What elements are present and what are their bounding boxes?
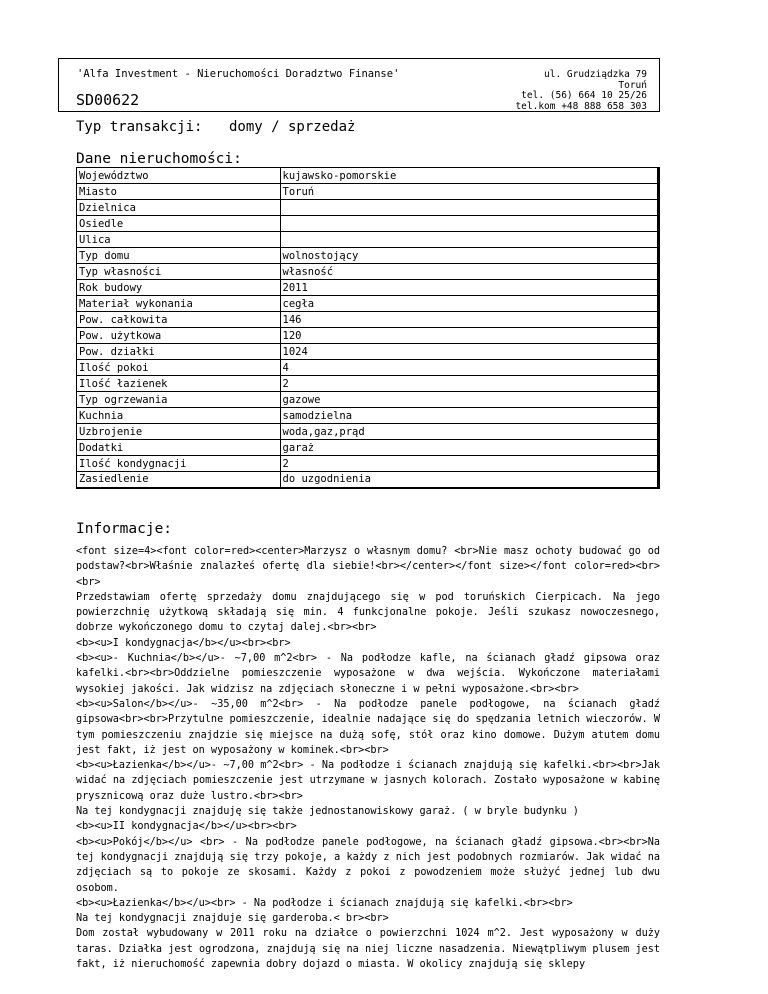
property-row [77,328,659,344]
property-label: Pow. działki [77,344,281,360]
property-details-table [76,167,660,489]
property-row [77,168,659,184]
property-row [77,456,659,472]
property-label: Dodatki [77,440,281,456]
info-paragraph: Na tej kondygnacji znajduję się także jednostanowiskowy garaż. ( w bryle budynku ) [76,806,579,818]
info-paragraph: Przedstawiam ofertę sprzedaży domu znajdującego się w pod toruńskich Cierpicach. Na jego powierzchnię użytkową składają się min. 4 funkcjonalne pokoje. Jeśli szukasz nowoczesnego, dobrze wykończonego domu to czytaj dalej.<br><br> [76,591,660,634]
property-label: Typ domu [77,248,281,264]
offer-reference-code: SD00622 [76,91,140,109]
info-paragraph: <font size=4><font color=red><center>Marzysz o własnym domu? <br>Nie masz ochoty budować go od podstaw?<br>Właśnie znalazłeś ofertę dla siebie!<br></center></font size></font color=red><br><br> [76,546,660,588]
property-row [77,392,659,408]
address-phone: tel. (56) 664 10 25/26 [521,90,647,102]
property-label: Dzielnica [77,200,281,216]
property-label: Materiał wykonania [77,296,281,312]
property-label: Typ ogrzewania [77,392,281,408]
transaction-type-value: domy / sprzedaż [229,119,356,135]
transaction-type-label: Typ transakcji: [76,119,203,135]
property-label: Kuchnia [77,408,281,424]
property-label: Rok budowy [77,280,281,296]
property-label: Pow. użytkowa [77,328,281,344]
property-value: 2 [280,376,659,392]
property-row [77,216,659,232]
agency-header-box [58,58,660,112]
property-value: 146 [280,312,659,328]
address-mobile: tel.kom +48 888 658 303 [515,100,647,112]
property-section-title: Dane nieruchomości: [76,151,242,167]
property-row [77,184,659,200]
property-label: Osiedle [77,216,281,232]
property-value [280,232,659,248]
info-paragraph: Dom został wybudowany w 2011 roku na działce o powierzchni 1024 m^2. Jest wyposażony w duży taras. Działka jest ogrodzona, znajdują się na niej liczne nasadzenia. Niewątpliwym plusem jest fakt, iż nieruchomość zapewnia dobry dojazd o miasta. W okolicy znajdują się sklepy [76,928,660,971]
info-paragraph: <b><u>Łazienka</b></u>- ~7,00 m^2<br> - Na podłodze i ścianach znajdują się kafelki.<br><br>Jak widać na zdjęciach pomieszczenie jest utrzymane w jasnych kolorach. Zostało wyposażone w kabinę prysznicową oraz duże lustro.<br><br> [76,760,660,802]
property-value: 120 [280,328,659,344]
property-label: Województwo [77,168,281,184]
property-value: 1024 [280,344,659,360]
info-paragraph: <b><u>Łazienka</b></u><br> - Na podłodze i ścianach znajdują się kafelki.<br><br> [76,897,573,909]
property-value: do uzgodnienia [280,472,659,488]
agency-address [515,70,647,112]
info-section-title: Informacje: [76,521,173,537]
property-label: Pow. całkowita [77,312,281,328]
property-value: 2011 [280,280,659,296]
property-value: kujawsko-pomorskie [280,168,659,184]
property-row [77,408,659,424]
property-label: Miasto [77,184,281,200]
property-row [77,232,659,248]
info-paragraph: <b><u>- Kuchnia</b></u>- ~7,00 m^2<br> - Na podłodze kafle, na ścianach gładź gipsowa oraz kafelki.<br><br>Oddzielne pomieszczenie wyposażone w dwa wejścia. Wykończone materiałami wysokiej jakości. Jak widzisz na zdjęciach słoneczne i w pełni wyposażone.<br><br> [76,653,660,695]
agency-name: 'Alfa Investment - Nieruchomości Doradztwo Finanse' [77,68,400,80]
property-row [77,360,659,376]
property-label: Ilość kondygnacji [77,456,281,472]
info-paragraph: <b><u>Pokój</b></u> <br> - Na podłodze panele podłogowe, na ścianach gładź gipsowa.<br><br>Na tej kondygnacji znajdują się trzy pokoje, a każdy z nich jest podobnych rozmiarów. Jak widać na zdjęciach są to pokoje ze skosami. Każdy z pokoi z powodzeniem może służyć jednej lub dwu osobom. [76,836,660,894]
property-row [77,280,659,296]
property-label: Ilość pokoi [77,360,281,376]
property-label: Ilość łazienek [77,376,281,392]
property-value: 4 [280,360,659,376]
property-value: gazowe [280,392,659,408]
property-label: Zasiedlenie [77,472,281,488]
property-value [280,216,659,232]
property-value: cegła [280,296,659,312]
property-label: Ulica [77,232,281,248]
info-paragraph: <b><u>II kondygnacja</b></u><br><br> [76,821,297,833]
address-city: Toruń [618,79,647,91]
property-row [77,376,659,392]
address-street: ul. Grudziądzka 79 [544,69,647,80]
property-label: Uzbrojenie [77,424,281,440]
info-description [76,544,660,972]
property-value: samodzielna [280,408,659,424]
property-value: własność [280,264,659,280]
info-paragraph: <b><u>I kondygnacja</b></u><br><br> [76,637,291,649]
property-row [77,312,659,328]
property-row [77,264,659,280]
property-row [77,200,659,216]
property-row [77,296,659,312]
info-paragraph: Na tej kondygnacji znajduje się garderoba.< br><br> [76,913,389,925]
property-row [77,344,659,360]
property-details-body [77,168,659,488]
property-value [280,200,659,216]
property-value: Toruń [280,184,659,200]
property-value: 2 [280,456,659,472]
property-row [77,472,659,488]
property-value: wolnostojący [280,248,659,264]
property-value: woda,gaz,prąd [280,424,659,440]
property-row [77,248,659,264]
property-row [77,424,659,440]
property-row [77,440,659,456]
info-paragraph: <b><u>Salon</b></u>- ~35,00 m^2<br> - Na podłodze panele podłogowe, na ścianach gładź gipsowa<br><br>Przytulne pomieszczenie, idealnie nadające się do spędzania letnich wieczorów. W tym pomieszczeniu znajdzie się miejsce na dużą sofę, stół oraz kino domowe. Dużym atutem domu jest fakt, iż jest on wyposażony w kominek.<br><br> [76,698,660,756]
property-value: garaż [280,440,659,456]
property-label: Typ własności [77,264,281,280]
